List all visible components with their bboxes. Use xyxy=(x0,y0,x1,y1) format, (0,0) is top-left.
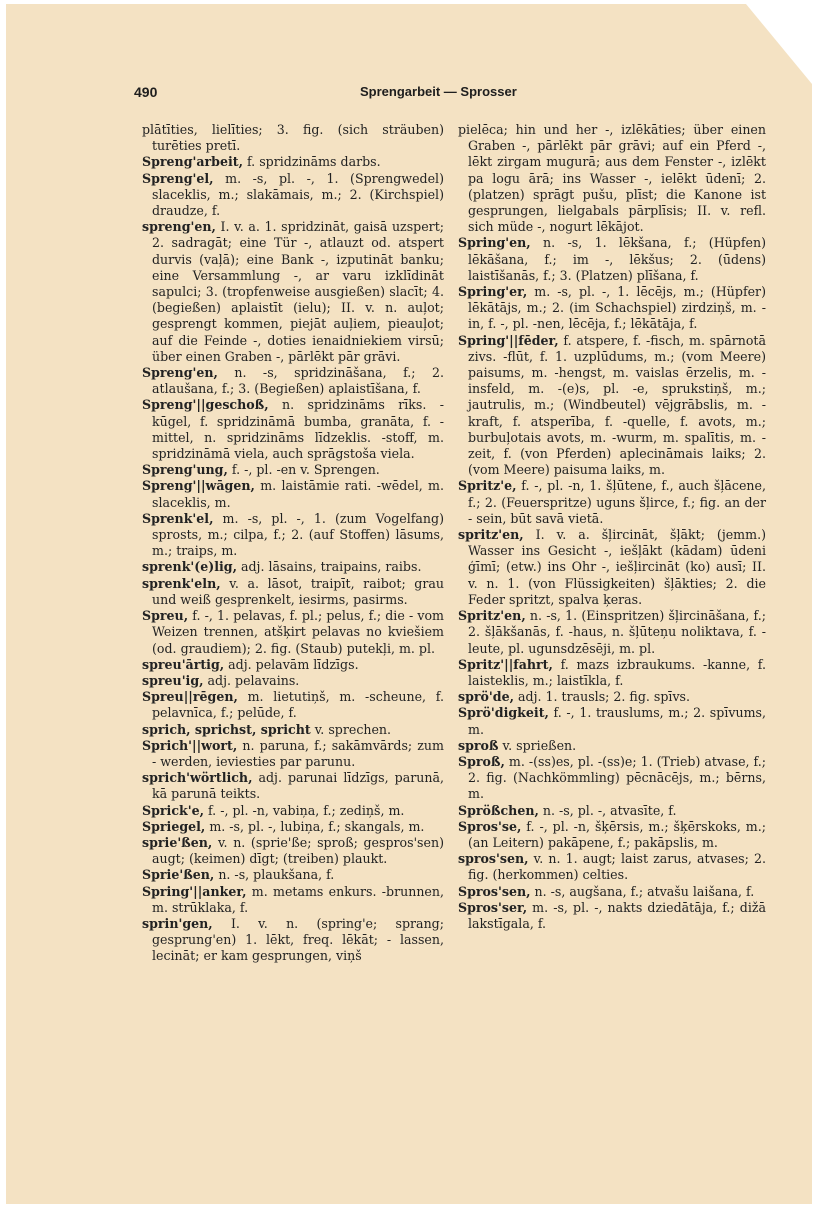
entry-definition: f. -, pl. -n, vabiņa, f.; zediņš, m. xyxy=(203,802,405,818)
entry-definition: v. n. (sprie'ße; sproß; gespros'sen) augt; (keimen) dīgt; (treiben) plaukt. xyxy=(152,834,444,867)
entry-headword: sprie'ßen, xyxy=(142,834,213,850)
entry-headword: Spreng'ung, xyxy=(142,462,228,478)
entry-headword: spreng'en, xyxy=(142,219,216,235)
dictionary-entry xyxy=(142,916,444,965)
entry-definition: I. v. n. (spring'e; sprang; gesprung'en) 1. lēkt, freq. lēkāt; - lassen, lecināt; er kam gesprungen, viņš xyxy=(152,915,444,964)
entry-definition: v. sprießen. xyxy=(498,737,577,753)
dictionary-entry xyxy=(458,819,766,851)
entry-headword: spritz'en, xyxy=(458,527,524,543)
entry-headword: Spros'sen, xyxy=(458,883,531,899)
dictionary-entry xyxy=(142,511,444,560)
entry-definition: n. -s, 1. (Einspritzen) šļircināšana, f.; 2. šļākšanās, f. -haus, n. šļūteņu noliktava, f. -leute, pl. ugunsdzēsēji, m. pl. xyxy=(468,608,766,656)
dictionary-entry xyxy=(142,657,444,673)
dictionary-entry xyxy=(458,754,766,803)
dictionary-entry xyxy=(458,235,766,284)
entry-definition: f. spridzināms darbs. xyxy=(242,154,381,170)
entry-headword: Spritz'e, xyxy=(458,478,517,494)
dictionary-entry xyxy=(142,738,444,770)
entry-headword: Sprich'||wort, xyxy=(142,737,238,753)
entry-definition: n. -s, 1. lēkšana, f.; (Hüpfen) lēkāšana, f.; im -, lēkšus; 2. (ūdens) laistīšanās, f.; 3. (Platzen) plīšana, f. xyxy=(468,235,766,283)
entry-headword: Spreng'el, xyxy=(142,170,214,186)
dictionary-entry xyxy=(142,770,444,802)
entry-definition: f. -, pl. -n, 1. šļūtene, f., auch šļācene, f.; 2. (Feuerspritze) uguns šļirce, f.; fig. an der - sein, būt savā vietā. xyxy=(468,478,766,526)
entry-definition: m. -s, pl. -, 1. (zum Vogelfang) sprosts, m.; cilpa, f.; 2. (auf Stoffen) lāsums, m.; traips, m. xyxy=(152,510,444,559)
dictionary-entry xyxy=(142,154,444,170)
entry-headword: Sprie'ßen, xyxy=(142,867,215,883)
entry-definition: n. -s, augšana, f.; atvašu laišana, f. xyxy=(530,883,755,899)
dictionary-entry xyxy=(458,333,766,479)
dictionary-entry xyxy=(142,478,444,510)
entry-headword: Spreng'||geschoß, xyxy=(142,397,269,413)
dictionary-entry xyxy=(142,867,444,883)
entry-headword: Spring'er, xyxy=(458,284,528,300)
book-page xyxy=(6,4,812,1204)
entry-definition: n. paruna, f.; sakāmvārds; zum - werden, ieviesties par parunu. xyxy=(152,737,444,769)
entry-definition: f. mazs izbraukums. -kanne, f. laisteklis, m.; laistīkla, f. xyxy=(468,656,766,688)
entry-headword: Sprößchen, xyxy=(458,802,539,818)
entry-headword: Spritz'en, xyxy=(458,608,526,624)
entry-definition: n. -s, plaukšana, f. xyxy=(214,867,335,883)
entry-definition: n. -s, spridzināšana, f.; 2. atlaušana, f.; 3. (Begießen) aplaistīšana, f. xyxy=(152,365,444,397)
entry-headword: spros'sen, xyxy=(458,851,529,867)
running-head: Sprengarbeit — Sprosser xyxy=(360,84,517,99)
entry-headword: spreu'ārtig, xyxy=(142,656,225,672)
entry-headword: Spritz'||fahrt, xyxy=(458,656,553,672)
dictionary-entry xyxy=(142,803,444,819)
dictionary-entry xyxy=(142,835,444,867)
entry-headword: Sprö'digkeit, xyxy=(458,705,549,721)
dictionary-entry xyxy=(142,722,444,738)
entry-definition: m. lietutiņš, m. -scheune, f. pelavnīca, f.; pelūde, f. xyxy=(152,689,444,721)
entry-definition: m. -(ss)es, pl. -(ss)e; 1. (Trieb) atvase, f.; 2. fig. (Nachkömmling) pēcnācējs, m.; bērns, m. xyxy=(468,753,766,802)
entry-headword: sprenk'(e)lig, xyxy=(142,559,237,575)
entry-headword: sprenk'eln, xyxy=(142,575,221,591)
entry-headword: Spring'en, xyxy=(458,235,531,251)
dictionary-entry xyxy=(142,397,444,462)
dictionary-entry xyxy=(142,462,444,478)
entry-definition: adj. pelavām līdzīgs. xyxy=(224,656,359,672)
dictionary-entry xyxy=(142,673,444,689)
dictionary-entry xyxy=(458,478,766,527)
entry-headword: Spreng'arbeit, xyxy=(142,154,243,170)
dictionary-entry xyxy=(142,884,444,916)
dictionary-entry xyxy=(458,122,766,235)
dictionary-entry xyxy=(458,689,766,705)
dictionary-entry xyxy=(142,608,444,657)
dictionary-entry xyxy=(142,365,444,397)
entry-headword: Spring'||fēder, xyxy=(458,332,559,348)
dictionary-entry xyxy=(458,803,766,819)
entry-definition: plātīties, lielīties; 3. fig. (sich sträuben) turēties pretī. xyxy=(142,122,444,154)
entry-definition: adj. lāsains, traipains, raibs. xyxy=(236,559,422,575)
entry-definition: adj. pelavains. xyxy=(203,672,300,688)
dictionary-entry xyxy=(142,819,444,835)
entry-definition: f. -, 1. trauslums, m.; 2. spīvums, m. xyxy=(468,705,766,737)
entry-definition: m. -s, pl. -, 1. lēcējs, m.; (Hüpfer) lēkātājs, m.; 2. (im Schachspiel) zirdziņš, m. -in, f. -, pl. -nen, lēcēja, f.; lēkātāja, f. xyxy=(468,284,766,332)
entry-headword: sprich, sprichst, spricht xyxy=(142,721,311,737)
page-number: 490 xyxy=(134,84,158,100)
dictionary-entry xyxy=(142,576,444,608)
entry-headword: Spreu, xyxy=(142,608,189,624)
dictionary-entry xyxy=(458,851,766,883)
entry-headword: Spring'||anker, xyxy=(142,883,247,899)
entry-definition: I. v. a. šļircināt, šļākt; (jemm.) Wasser ins Gesicht -, iešļākt (kādam) ūdeni ģīmī; (etw.) ins Ohr -, iešļircināt (ko) ausī; II. v. n. 1. (von Flüssigkeiten) šļākties; 2. die Feder spritzt, spalva ķeras. xyxy=(468,527,766,607)
entry-headword: Spreng'en, xyxy=(142,365,218,381)
entry-definition: I. v. a. 1. spridzināt, gaisā uzspert; 2. sadragāt; eine Tür -, atlauzt od. atspert durvis (vaļā); eine Bank -, izputināt banku; eine Versammlung -, ar varu izklīdināt sapulci; 3. (tropfenweise ausgießen) slacīt; 4. (begießen) aplaistīt (ielu); II. v. n. auļot; gesprengt kommen, piejāt auļiem, pieauļot; auf die Feinde -, doties ienaidniekiem virsū; über einen Graben -, pārlēkt pār grāvi. xyxy=(152,219,444,364)
entry-definition: f. -, pl. -en v. Sprengen. xyxy=(227,462,380,478)
entry-headword: Spreng'||wāgen, xyxy=(142,478,255,494)
entry-headword: Spreu||rēgen, xyxy=(142,689,238,705)
entry-definition: m. -s, pl. -, lubiņa, f.; skangals, m. xyxy=(205,818,425,834)
dictionary-entry xyxy=(142,689,444,721)
dictionary-entry xyxy=(458,284,766,333)
dictionary-entry xyxy=(458,527,766,608)
entry-definition: adj. parunai līdzīgs, parunā, kā parunā teikts. xyxy=(152,770,444,802)
dictionary-entry xyxy=(458,705,766,737)
entry-headword: Sprenk'el, xyxy=(142,510,214,526)
dictionary-entry xyxy=(142,122,444,154)
entry-definition: v. a. lāsot, traipīt, raibot; grau und weiß gesprenkelt, iesirms, pasirms. xyxy=(152,575,444,607)
entry-definition: m. -s, pl. -, nakts dziedātāja, f.; dižā lakstīgala, f. xyxy=(468,899,766,931)
entry-definition: m. metams enkurs. -brunnen, m. strūklaka, f. xyxy=(152,883,444,915)
right-column xyxy=(458,122,766,932)
entry-definition: f. -, 1. pelavas, f. pl.; pelus, f.; die - vom Weizen trennen, atšķirt pelavas no kviešiem (od. graudiem); 2. fig. (Staub) putekļi, m. pl. xyxy=(152,608,444,656)
entry-headword: Sproß, xyxy=(458,753,505,769)
entry-definition: pielēca; hin und her -, izlēkāties; über einen Graben -, pārlēkt pār grāvi; auf ein Pferd -, lēkt zirgam mugurā; aus dem Fenster -, izlēkt pa logu ārā; ins Wasser -, ielēkt ūdenī; 2. (platzen) sprāgt pušu, plīst; die Kanone ist gesprungen, lielgabals pārplīsis; II. v. refl. sich müde -, nogurt lēkājot. xyxy=(458,122,766,235)
page-header xyxy=(134,82,694,106)
entry-definition: n. -s, pl. -, atvasīte, f. xyxy=(538,802,677,818)
dictionary-entry xyxy=(458,657,766,689)
dictionary-entry xyxy=(458,608,766,657)
entry-definition: m. -s, pl. -, 1. (Sprengwedel) slaceklis, m.; slakāmais, m.; 2. (Kirchspiel) draudze, f. xyxy=(152,170,444,219)
entry-headword: Sprick'e, xyxy=(142,802,204,818)
dictionary-entry xyxy=(142,219,444,365)
entry-definition: m. laistāmie rati. -wēdel, m. slaceklis, m. xyxy=(152,478,444,510)
entry-headword: sprin'gen, xyxy=(142,915,213,931)
entry-headword: Spros'ser, xyxy=(458,899,528,915)
entry-definition: f. atspere, f. -fisch, m. spārnotā zivs. -flūt, f. 1. uzplūdums, m.; (vom Meere) paisums, m. -hengst, m. vaislas ērzelis, m. -insfeld, m. -(e)s, pl. -e, sprukstiņš, m.; jautrulis, m.; (Windbeutel) vējgrābslis, m. -kraft, f. atsperība, f. -quelle, f. avots, m.; burbuļotais avots, m. -wurm, m. spalītis, m. -zeit, f. (von Pferden) aplecināmais laiks; 2. (vom Meere) paisuma laiks, m. xyxy=(468,332,766,478)
entry-definition: adj. 1. trausls; 2. fig. spīvs. xyxy=(514,689,691,705)
dictionary-entry xyxy=(458,900,766,932)
dictionary-entry xyxy=(458,738,766,754)
entry-headword: Spriegel, xyxy=(142,818,206,834)
entry-headword: sproß xyxy=(458,737,499,753)
dictionary-entry xyxy=(458,884,766,900)
entry-definition: v. n. 1. augt; laist zarus, atvases; 2. fig. (herkommen) celties. xyxy=(468,851,766,883)
left-column xyxy=(142,122,444,965)
entry-definition: v. sprechen. xyxy=(310,721,392,737)
torn-corner xyxy=(702,4,812,84)
entry-definition: f. -, pl. -n, šķērsis, m.; šķērskoks, m.; (an Leitern) pakāpene, f.; pakāpslis, m. xyxy=(468,818,766,850)
dictionary-entry xyxy=(142,171,444,220)
entry-headword: sprich'wörtlich, xyxy=(142,770,253,786)
dictionary-entry xyxy=(142,559,444,575)
entry-headword: Spros'se, xyxy=(458,818,522,834)
entry-definition: n. spridzināms rīks. -kūgel, f. spridzināmā bumba, granāta, f. -mittel, n. spridzināms līdzeklis. -stoff, m. spridzināmā viela, auch sprāgstoša viela. xyxy=(152,397,444,462)
entry-headword: sprö'de, xyxy=(458,689,514,705)
entry-headword: spreu'ig, xyxy=(142,672,204,688)
